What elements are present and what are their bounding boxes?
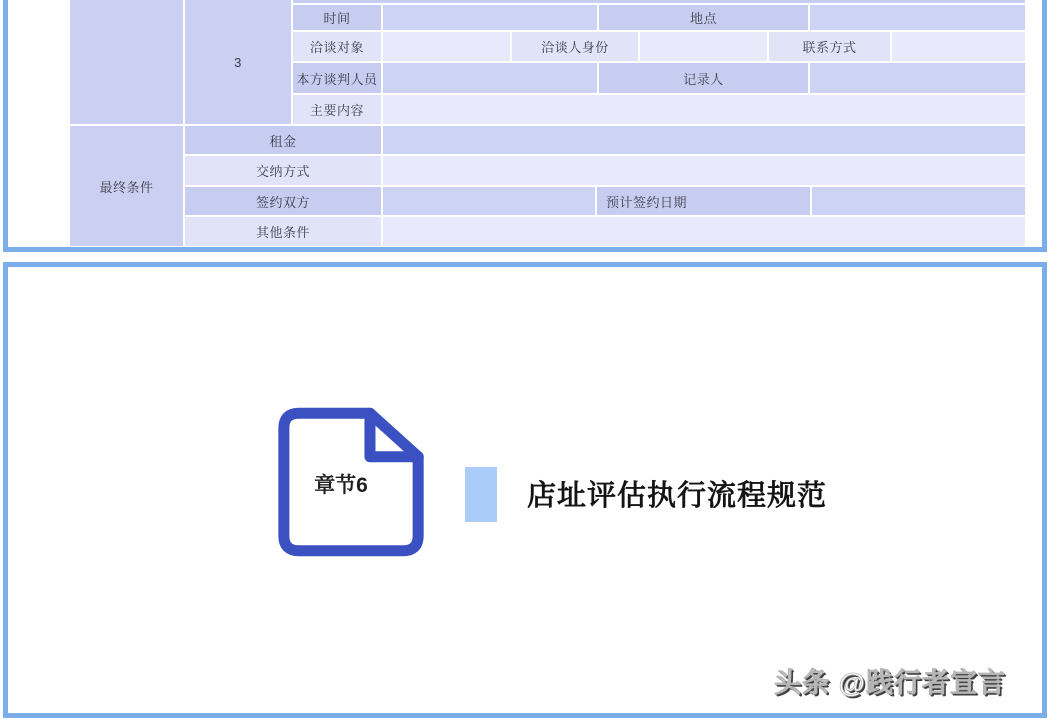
value-location <box>810 5 1025 30</box>
row-group-number-cell: 3 <box>185 0 291 124</box>
label-our-negotiators: 本方谈判人员 <box>293 63 381 93</box>
value-time <box>383 5 597 30</box>
label-payment-method: 交纳方式 <box>185 156 381 185</box>
label-negotiation-target: 洽谈对象 <box>293 32 381 61</box>
label-signing-parties: 签约双方 <box>185 187 381 215</box>
label-expected-signing-date: 预计签约日期 <box>597 187 810 215</box>
value-payment-method <box>383 156 1025 185</box>
toutiao-watermark: 头条 @践行者宣言 <box>774 668 1006 698</box>
label-rent: 租金 <box>185 126 381 154</box>
label-main-content: 主要内容 <box>293 95 381 124</box>
value-other-conditions <box>383 217 1025 246</box>
value-signing-parties <box>383 187 595 215</box>
value-rent <box>383 126 1025 154</box>
value-main-content <box>383 95 1025 124</box>
document-page-1 <box>3 0 1047 252</box>
value-recorder <box>810 63 1025 93</box>
value-our-negotiators <box>383 63 597 93</box>
chapter-title: 店址评估执行流程规范 <box>527 480 828 512</box>
chapter-badge: 章节6 <box>314 474 368 497</box>
value-contact-method <box>892 32 1025 61</box>
value-negotiator-identity <box>640 32 767 61</box>
label-other-conditions: 其他条件 <box>185 217 381 246</box>
merged-empty-cell <box>70 0 183 124</box>
value-expected-signing-date <box>812 187 1025 215</box>
label-contact-method: 联系方式 <box>769 32 890 61</box>
value-negotiation-target <box>383 32 510 61</box>
label-time: 时间 <box>293 5 381 30</box>
label-negotiator-identity: 洽谈人身份 <box>512 32 638 61</box>
negotiation-record-table <box>70 0 1025 246</box>
label-recorder: 记录人 <box>599 63 808 93</box>
chapter-document-icon <box>272 403 430 561</box>
document-page-2 <box>3 262 1047 718</box>
cutoff-row-remnant <box>293 0 1025 3</box>
label-final-conditions: 最终条件 <box>70 126 183 246</box>
title-accent-bar <box>465 467 497 522</box>
label-location: 地点 <box>599 5 808 30</box>
